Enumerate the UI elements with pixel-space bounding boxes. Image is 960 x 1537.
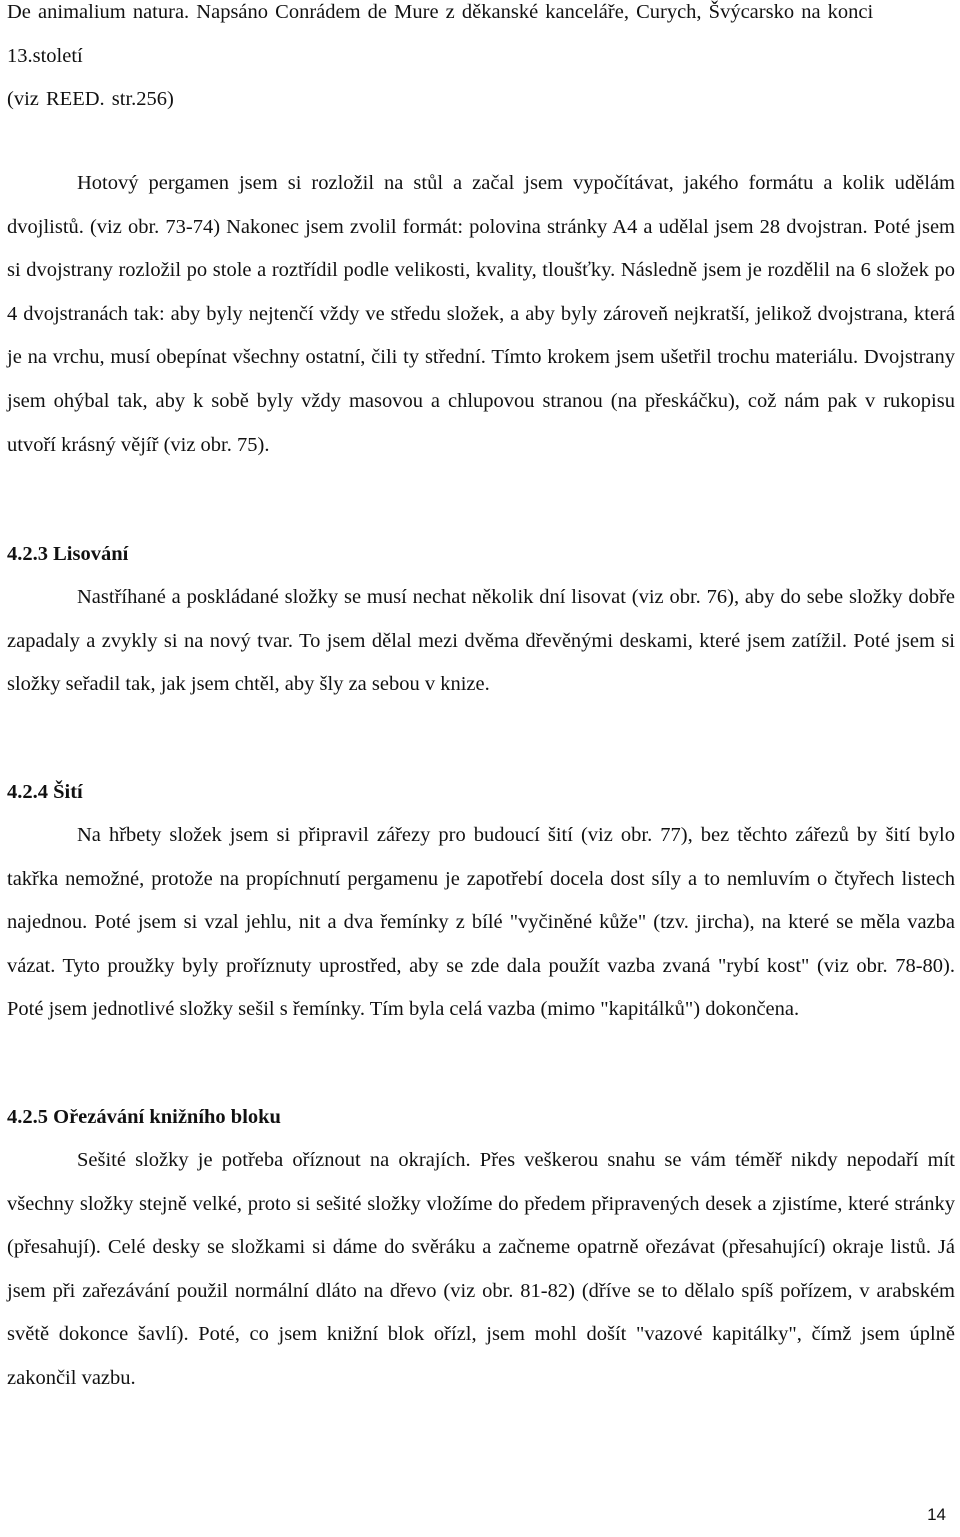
section-body-orezavani: [7, 1139, 955, 1401]
section-heading-text: 4.2.5 Ořezávání knižního bloku: [7, 1106, 281, 1128]
section-heading-lisovani: [7, 533, 955, 577]
intro-caption-reference: (viz REED. str.256): [7, 88, 174, 111]
intro-caption: [7, 0, 955, 122]
section-body-text: Nastříhané a poskládané složky se musí nechat několik dní lisovat (viz obr. 76), aby do sebe složky dobře zapadaly a zvykly si na nový tvar. To jsem dělal mezi dvěma dřevěnými deskami, které jsem zatížil. Poté jsem si složky seřadil tak, jak jsem chtěl, aby šly za sebou v knize.: [7, 586, 955, 696]
section-heading-text: 4.2.4 Šití: [7, 781, 83, 803]
page-number: 14: [927, 1505, 946, 1524]
section-heading-orezavani: [7, 1096, 955, 1140]
section-heading-text: 4.2.3 Lisování: [7, 543, 129, 565]
paragraph-formatting-text: Hotový pergamen jsem si rozložil na stůl a začal jsem vypočítávat, jakého formátu a kolik udělám dvojlistů. (viz obr. 73-74) Nakonec jsem zvolil formát: polovina stránky A4 a udělal jsem 28 dvojstran. Poté jsem si dvojstrany rozložil po stole a roztřídil podle velikosti, kvality, tloušťky. Následně jsem je rozdělil na 6 složek po 4 dvojstranách tak: aby byly nejtenčí vždy ve středu složek, a aby byly zároveň nejkratší, jelikož dvojstrana, která je na vrchu, musí obepínat všechny ostatní, čili ty střední. Tímto krokem jsem ušetřil trochu materiálu. Dvojstrany jsem ohýbal tak, aby k sobě byly vždy masovou a chlupovou stranou (na přeskáčku), což nám pak v rukopisu utvoří krásný vějíř (viz obr. 75).: [7, 172, 955, 456]
section-body-siti: [7, 814, 955, 1032]
section-body-lisovani: [7, 576, 955, 707]
section-body-text: Na hřbety složek jsem si připravil zářezy pro budoucí šití (viz obr. 77), bez těchto zářezů by šití bylo takřka nemožné, protože na propíchnutí pergamenu je zapotřebí docela dost síly a to nemluvím o čtyřech listech najednou. Poté jsem si vzal jehlu, nit a dva řemínky z bílé "vyčiněné kůže" (tzv. jircha), na které se měla vazba vázat. Tyto proužky byly proříznuty uprostřed, aby se zde dala použít vazba zvaná "rybí kost" (viz obr. 78-80). Poté jsem jednotlivé složky sešil s řemínky. Tím byla celá vazba (mimo "kapitálků") dokončena.: [7, 824, 955, 1021]
paragraph-formatting: [7, 162, 955, 467]
intro-caption-text: De animalium natura. Napsáno Conrádem de Mure z děkanské kanceláře, Curych, Švýcarsko na konci 13.století: [7, 1, 874, 67]
section-heading-siti: [7, 771, 955, 815]
section-body-text: Sešité složky je potřeba oříznout na okrajích. Přes veškerou snahu se vám téměř nikdy nepodaří mít všechny složky stejně velké, proto si sešité složky vložíme do předem připravených desek a zjistíme, které stránky (přesahují). Celé desky se složkami si dáme do svěráku a začneme opatrně ořezávat (přesahující) okraje listů. Já jsem při zařezávání použil normální dláto na dřevo (viz obr. 81-82) (dříve se to dělalo spíš pořízem, v arabském světě dokonce šavlí). Poté, co jsem knižní blok ořízl, jsem mohl došít "vazové kapitálky", čímž jsem úplně zakončil vazbu.: [7, 1149, 955, 1389]
